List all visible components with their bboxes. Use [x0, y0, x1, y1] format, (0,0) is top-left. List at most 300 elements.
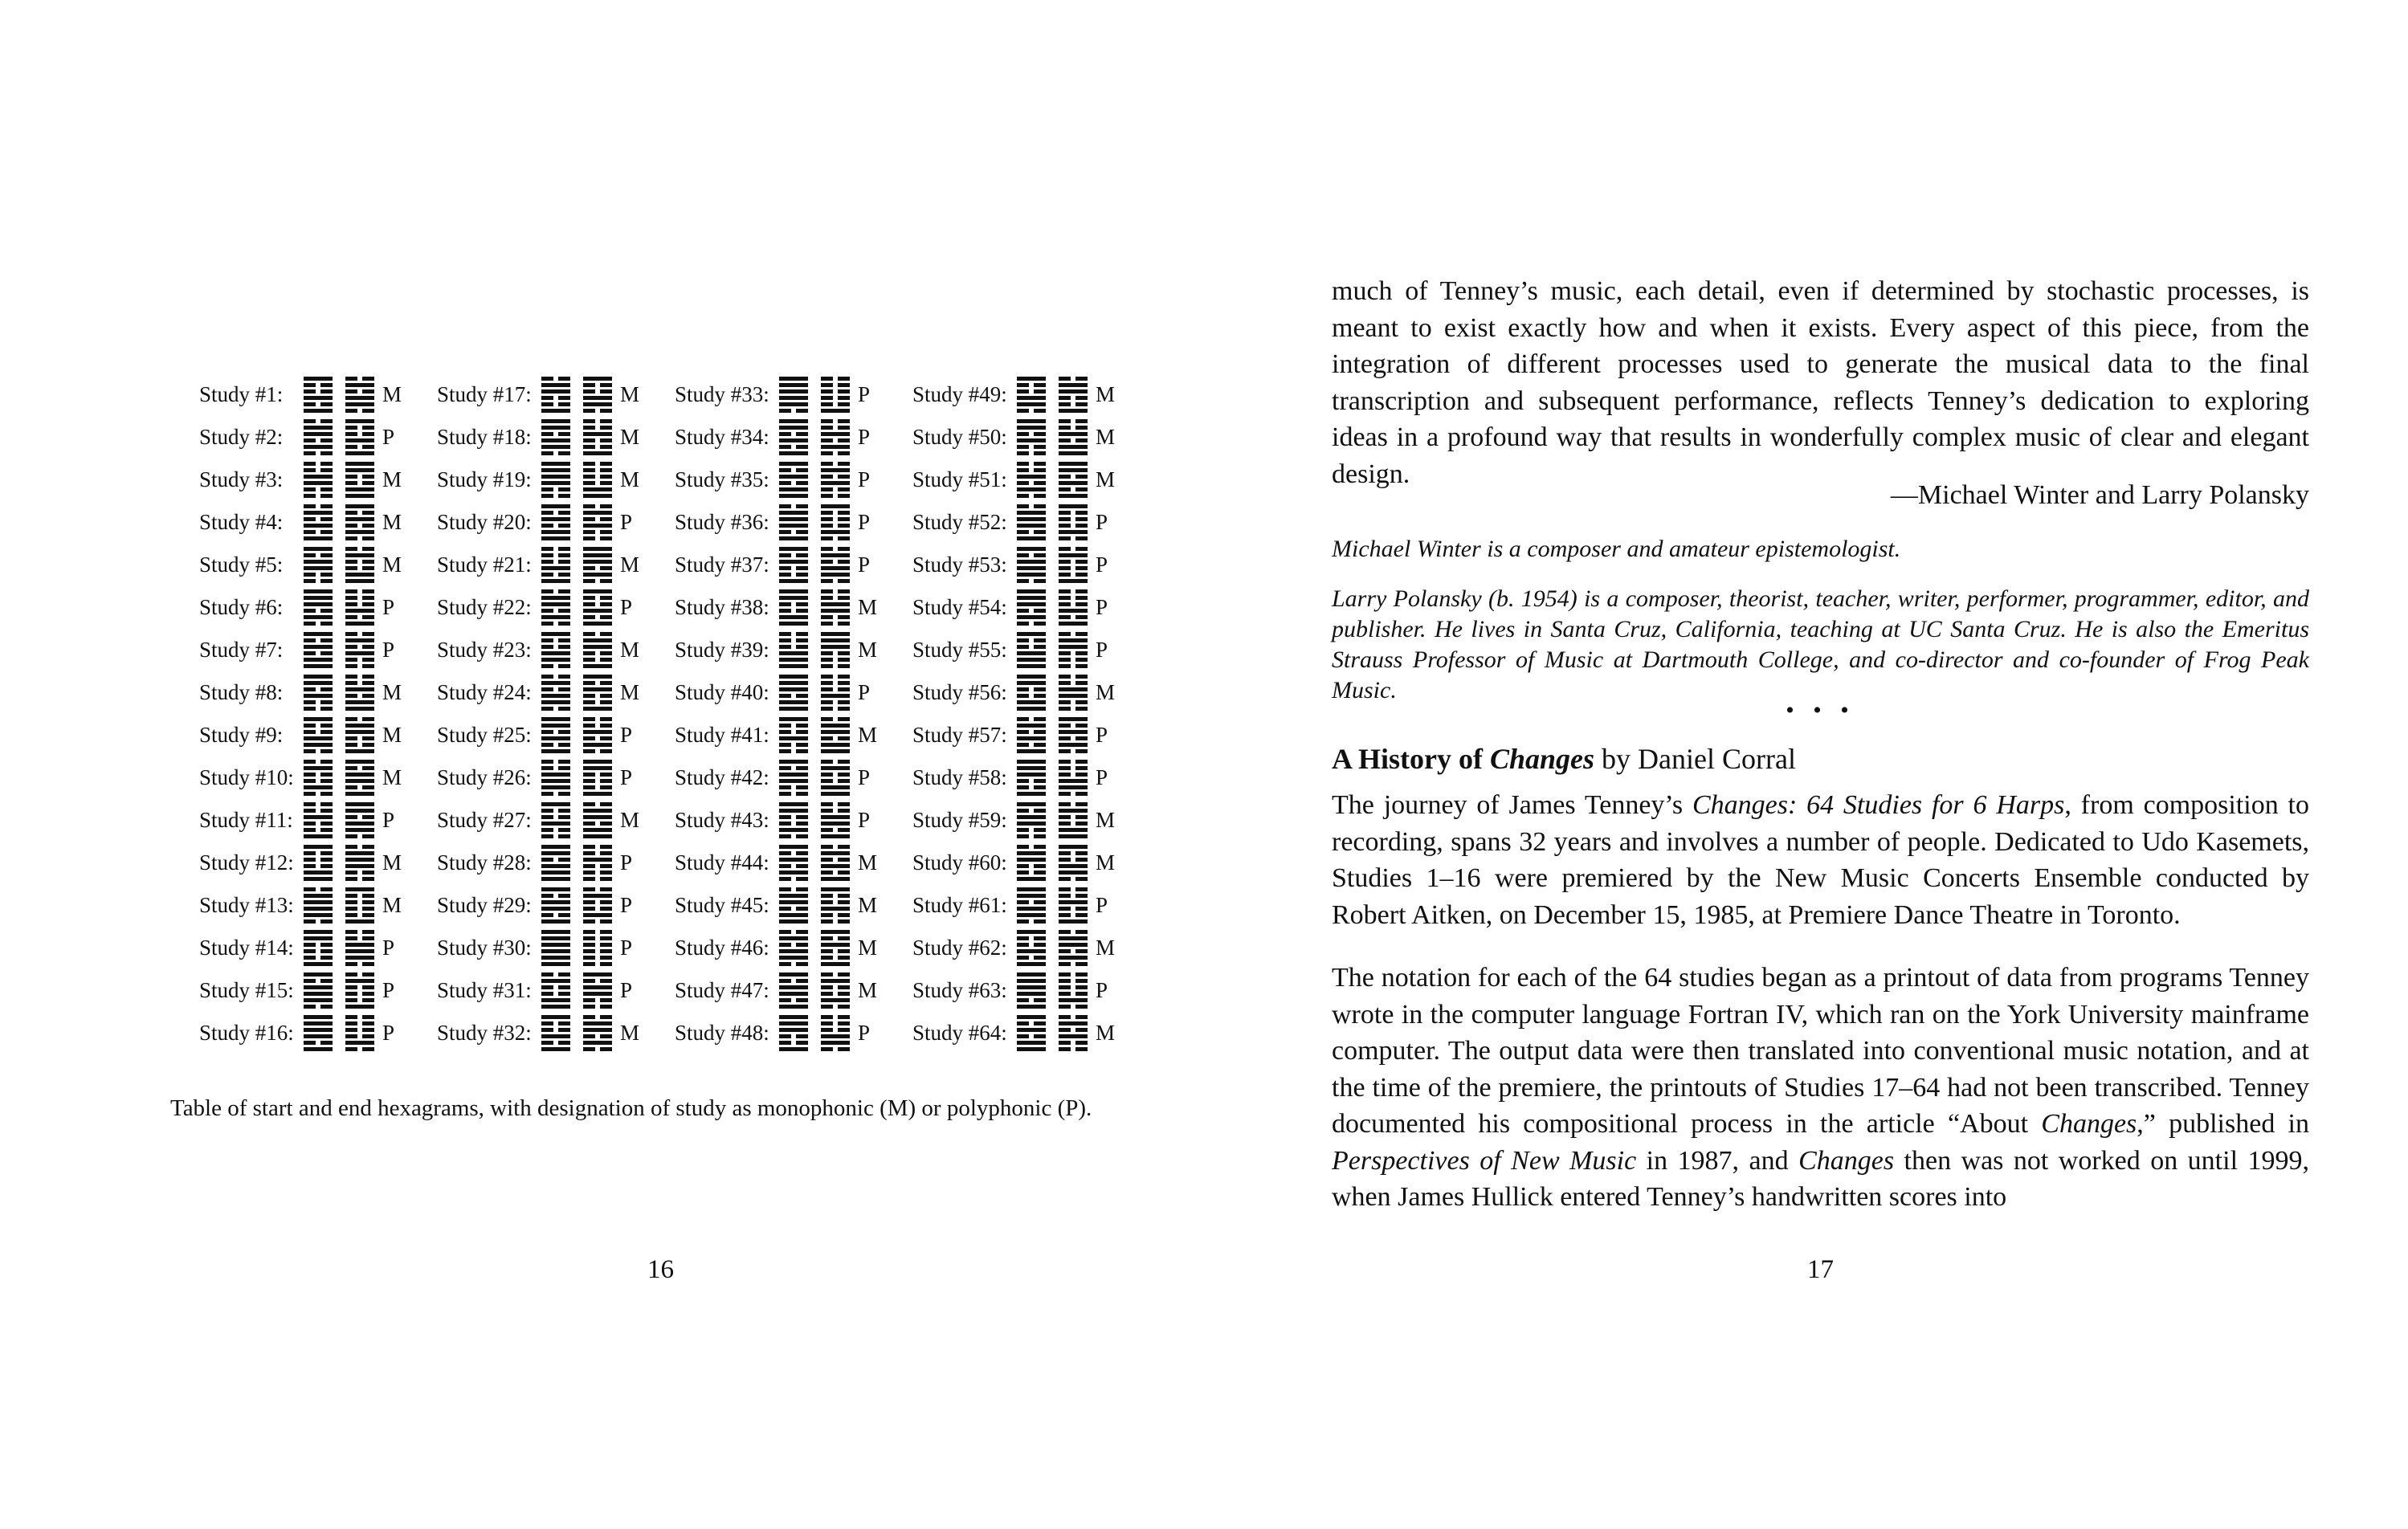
hexagram-line-solid — [541, 475, 570, 479]
end-hexagram-icon — [583, 462, 612, 499]
hexagram-line-solid — [304, 475, 333, 479]
study-label: Study #30: — [437, 936, 532, 960]
hexagram-line-broken — [320, 419, 333, 423]
start-hexagram-icon — [1017, 547, 1046, 584]
hexagram-line-solid — [1017, 907, 1046, 911]
hexagram-line-broken — [362, 409, 374, 413]
hexagram-line-broken — [1075, 949, 1088, 953]
hexagram-line-broken — [796, 766, 808, 770]
hexagram-line-broken — [541, 766, 553, 770]
hexagram-line-broken — [796, 530, 808, 534]
hexagram-line-broken — [320, 792, 333, 796]
hexagram-line-solid — [1059, 645, 1088, 649]
hexagram-line-broken — [320, 451, 333, 455]
hexagram-line-broken — [558, 815, 570, 819]
hexagram-line-broken — [1075, 560, 1088, 564]
start-hexagram — [541, 972, 570, 1009]
study-row — [675, 715, 916, 757]
hexagram-line-broken — [1075, 651, 1088, 655]
start-hexagram — [541, 1015, 570, 1052]
hexagram-line-broken — [779, 743, 791, 747]
hexagram-line-broken — [362, 877, 374, 881]
hexagram-line-solid — [1017, 602, 1046, 606]
hexagram-line-solid — [304, 1047, 333, 1051]
hexagram-line-solid — [821, 481, 850, 485]
hexagram-line-solid — [541, 536, 570, 540]
hexagram-line-solid — [779, 596, 808, 600]
hexagram-line-broken — [541, 992, 553, 996]
study-row — [675, 544, 916, 587]
hexagram-line-solid — [583, 743, 612, 747]
hexagram-line-broken — [345, 894, 357, 898]
hexagram-line-broken — [1059, 1005, 1071, 1009]
hexagram-line-broken — [796, 573, 808, 577]
hexagram-line-solid — [821, 998, 850, 1002]
study-row — [912, 970, 1153, 1013]
start-hexagram-icon — [304, 675, 333, 711]
study-label: Study #34: — [675, 425, 769, 449]
end-hexagram — [345, 972, 374, 1009]
hexagram-line-broken — [1017, 809, 1029, 813]
hexagram-line-broken — [541, 573, 553, 577]
hexagram-line-broken — [541, 760, 553, 764]
hexagram-line-broken — [821, 1047, 833, 1051]
hexagram-line-broken — [838, 475, 850, 479]
end-hexagram-icon — [821, 462, 850, 499]
hexagram-line-broken — [345, 615, 357, 619]
end-hexagram — [345, 1015, 374, 1052]
hexagram-line-broken — [1034, 779, 1046, 783]
hexagram-line-broken — [600, 919, 612, 924]
hexagram-line-broken — [541, 809, 553, 813]
end-hexagram — [821, 972, 850, 1009]
hexagram-line-broken — [796, 553, 808, 557]
hexagram-line-broken — [600, 930, 612, 934]
hexagram-line-broken — [1017, 845, 1029, 849]
hexagram-line-broken — [583, 681, 595, 685]
hexagram-line-solid — [583, 992, 612, 996]
study-label: Study #27: — [437, 808, 532, 832]
hexagram-line-broken — [821, 675, 833, 679]
hexagram-line-broken — [600, 900, 612, 904]
start-hexagram-icon — [779, 887, 808, 924]
start-hexagram — [779, 1015, 808, 1052]
hexagram-line-solid — [541, 651, 570, 655]
hexagram-line-broken — [345, 985, 357, 989]
hexagram-line-broken — [1075, 589, 1088, 593]
hexagram-line-broken — [1075, 675, 1088, 679]
end-hexagram — [345, 675, 374, 711]
hexagram-line-broken — [1075, 749, 1088, 753]
hexagram-line-broken — [821, 681, 833, 685]
hexagram-line-broken — [362, 936, 374, 940]
hexagram-line-solid — [304, 524, 333, 528]
hexagram-line-broken — [600, 409, 612, 413]
study-label: Study #13: — [199, 893, 294, 917]
hexagram-line-broken — [583, 481, 595, 485]
hexagram-line-broken — [1059, 700, 1071, 704]
hexagram-line-solid — [779, 1047, 808, 1051]
hexagram-line-broken — [838, 1047, 850, 1051]
hexagram-line-solid — [541, 615, 570, 619]
hexagram-line-broken — [600, 943, 612, 947]
end-hexagram — [345, 760, 374, 797]
hexagram-line-broken — [1059, 524, 1071, 528]
study-designation: P — [382, 1021, 395, 1045]
page-number-left: 16 — [647, 1255, 674, 1284]
hexagram-line-broken — [583, 877, 595, 881]
hexagram-line-broken — [838, 524, 850, 528]
hexagram-line-broken — [304, 389, 316, 393]
hexagram-line-broken — [1075, 596, 1088, 600]
hexagram-line-broken — [558, 638, 570, 642]
hexagram-line-solid — [583, 828, 612, 832]
hexagram-line-broken — [583, 919, 595, 924]
hexagram-line-broken — [1059, 615, 1071, 619]
hexagram-line-broken — [304, 749, 316, 753]
hexagram-line-solid — [779, 809, 808, 813]
end-hexagram-icon — [821, 802, 850, 839]
study-label: Study #15: — [199, 978, 294, 1002]
hexagram-line-solid — [345, 687, 374, 691]
hexagram-line-solid — [541, 1005, 570, 1009]
start-hexagram-icon — [779, 1015, 808, 1052]
study-row — [199, 417, 440, 459]
study-row — [675, 459, 916, 502]
start-hexagram — [1017, 504, 1046, 541]
hexagram-line-broken — [362, 998, 374, 1002]
hexagram-line-broken — [1034, 785, 1046, 789]
hexagram-line-broken — [779, 851, 791, 855]
study-label: Study #45: — [675, 893, 769, 917]
hexagram-line-broken — [320, 462, 333, 466]
hexagram-line-solid — [1059, 1034, 1088, 1038]
hexagram-line-solid — [541, 481, 570, 485]
start-hexagram — [541, 589, 570, 626]
start-hexagram — [779, 675, 808, 711]
hexagram-line-solid — [779, 383, 808, 387]
hexagram-line-solid — [541, 383, 570, 387]
hexagram-line-broken — [1059, 707, 1071, 711]
hexagram-line-broken — [1034, 900, 1046, 904]
hexagram-line-solid — [1017, 962, 1046, 966]
hexagram-line-broken — [600, 736, 612, 740]
hexagram-line-broken — [838, 419, 850, 423]
hexagram-line-broken — [362, 536, 374, 540]
study-row — [912, 1013, 1153, 1055]
hexagram-line-broken — [304, 887, 316, 891]
start-hexagram-icon — [304, 589, 333, 626]
hexagram-line-solid — [345, 1041, 374, 1045]
hexagram-line-solid — [821, 766, 850, 770]
hexagram-line-solid — [304, 930, 333, 934]
hexagram-line-broken — [541, 511, 553, 515]
study-label: Study #58: — [912, 765, 1007, 789]
hexagram-line-solid — [821, 887, 850, 891]
hexagram-line-broken — [345, 632, 357, 636]
end-hexagram — [1059, 972, 1088, 1009]
hexagram-line-broken — [583, 596, 595, 600]
hexagram-line-broken — [1017, 1021, 1029, 1025]
hexagram-line-broken — [600, 949, 612, 953]
study-row — [912, 715, 1153, 757]
hexagram-line-broken — [345, 602, 357, 606]
end-hexagram — [583, 547, 612, 584]
study-label: Study #53: — [912, 552, 1007, 577]
hexagram-line-solid — [345, 700, 374, 704]
hexagram-line-broken — [345, 785, 357, 789]
end-hexagram — [821, 589, 850, 626]
hexagram-line-broken — [838, 426, 850, 430]
heading-title: Changes — [1489, 743, 1595, 775]
hexagram-line-broken — [583, 779, 595, 783]
hexagram-line-solid — [583, 622, 612, 626]
study-designation: P — [382, 978, 395, 1002]
hexagram-line-solid — [304, 877, 333, 881]
hexagram-line-broken — [345, 445, 357, 449]
end-hexagram-icon — [1059, 504, 1088, 541]
hexagram-line-broken — [362, 894, 374, 898]
study-row — [912, 459, 1153, 502]
hexagram-line-broken — [304, 383, 316, 387]
hexagram-line-broken — [821, 913, 833, 917]
hexagram-line-broken — [345, 547, 357, 551]
hexagram-line-broken — [821, 389, 833, 393]
hexagram-line-broken — [796, 785, 808, 789]
hexagram-line-broken — [1034, 530, 1046, 534]
hexagram-line-broken — [583, 724, 595, 728]
hexagram-line-broken — [1059, 517, 1071, 521]
hexagram-line-solid — [583, 766, 612, 770]
hexagram-line-broken — [558, 1028, 570, 1032]
start-hexagram — [779, 802, 808, 839]
study-designation: M — [620, 638, 640, 662]
hexagram-line-broken — [779, 815, 791, 819]
study-designation: P — [1096, 893, 1108, 917]
hexagram-line-solid — [821, 822, 850, 826]
hexagram-line-broken — [1017, 451, 1029, 455]
hexagram-line-broken — [320, 779, 333, 783]
hexagram-line-broken — [796, 609, 808, 613]
start-hexagram — [779, 547, 808, 584]
study-designation: P — [620, 723, 633, 747]
hexagram-line-solid — [541, 802, 570, 806]
start-hexagram-icon — [779, 972, 808, 1009]
study-label: Study #52: — [912, 510, 1007, 534]
hexagram-line-broken — [1017, 638, 1029, 642]
hexagram-line-broken — [304, 622, 316, 626]
hexagram-line-broken — [541, 972, 553, 977]
hexagram-line-broken — [558, 664, 570, 668]
hexagram-line-solid — [821, 609, 850, 613]
hexagram-line-broken — [304, 809, 316, 813]
end-hexagram — [821, 547, 850, 584]
hexagram-line-broken — [1034, 579, 1046, 583]
hexagram-line-broken — [583, 566, 595, 570]
hexagram-line-broken — [600, 877, 612, 881]
start-hexagram — [304, 972, 333, 1009]
hexagram-line-broken — [1034, 445, 1046, 449]
hexagram-line-broken — [362, 900, 374, 904]
hexagram-line-broken — [558, 487, 570, 491]
end-hexagram — [345, 504, 374, 541]
hexagram-line-broken — [821, 547, 833, 551]
hexagram-line-broken — [779, 864, 791, 868]
hexagram-line-broken — [1075, 426, 1088, 430]
study-label: Study #18: — [437, 425, 532, 449]
hexagram-line-broken — [1059, 377, 1071, 381]
hexagram-line-broken — [821, 511, 833, 515]
hexagram-line-broken — [362, 766, 374, 770]
hexagram-line-broken — [320, 864, 333, 868]
hexagram-line-solid — [779, 487, 808, 491]
hexagram-line-broken — [1075, 664, 1088, 668]
end-hexagram-icon — [821, 717, 850, 754]
hexagram-line-broken — [779, 638, 791, 642]
hexagram-line-broken — [821, 802, 833, 806]
hexagram-line-solid — [345, 956, 374, 960]
end-hexagram — [1059, 462, 1088, 499]
hexagram-line-solid — [821, 553, 850, 557]
hexagram-line-solid — [304, 615, 333, 619]
end-hexagram — [1059, 802, 1088, 839]
hexagram-line-solid — [1059, 717, 1088, 721]
hexagram-line-broken — [345, 972, 357, 977]
hexagram-line-solid — [1059, 956, 1088, 960]
study-designation: M — [620, 467, 640, 491]
hexagram-line-broken — [600, 724, 612, 728]
hexagram-line-broken — [541, 1028, 553, 1032]
hexagram-line-solid — [1017, 573, 1046, 577]
study-designation: P — [382, 595, 395, 619]
hexagram-line-solid — [1017, 511, 1046, 515]
study-designation: M — [382, 510, 402, 534]
hexagram-line-broken — [345, 992, 357, 996]
end-hexagram — [1059, 589, 1088, 626]
study-row — [675, 970, 916, 1013]
hexagram-line-broken — [1075, 700, 1088, 704]
hexagram-line-solid — [1017, 517, 1046, 521]
hexagram-line-broken — [345, 536, 357, 540]
hexagram-line-broken — [345, 900, 357, 904]
hexagram-line-broken — [821, 536, 833, 540]
hexagram-line-broken — [304, 943, 316, 947]
study-row — [199, 970, 440, 1013]
hexagram-line-solid — [1017, 979, 1046, 983]
hexagram-line-broken — [304, 919, 316, 924]
hexagram-line-solid — [583, 560, 612, 564]
hexagram-line-broken — [779, 822, 791, 826]
start-hexagram — [304, 675, 333, 711]
hexagram-line-solid — [821, 632, 850, 636]
hexagram-line-broken — [362, 992, 374, 996]
start-hexagram-icon — [541, 972, 570, 1009]
hexagram-line-solid — [1017, 664, 1046, 668]
hexagram-line-solid — [1017, 851, 1046, 855]
hexagram-line-broken — [821, 451, 833, 455]
hexagram-line-broken — [558, 553, 570, 557]
hexagram-line-broken — [779, 834, 791, 838]
hexagram-line-broken — [1059, 792, 1071, 796]
hexagram-line-broken — [541, 451, 553, 455]
hexagram-line-solid — [304, 426, 333, 430]
hexagram-line-solid — [779, 664, 808, 668]
hexagram-line-broken — [838, 985, 850, 989]
hexagram-line-broken — [779, 749, 791, 753]
hexagram-line-broken — [600, 700, 612, 704]
hexagram-line-solid — [345, 553, 374, 557]
hexagram-line-solid — [821, 785, 850, 789]
hexagram-line-broken — [1034, 389, 1046, 393]
hexagram-line-broken — [345, 658, 357, 662]
end-hexagram — [821, 462, 850, 499]
hexagram-line-broken — [1059, 1041, 1071, 1045]
hexagram-line-broken — [362, 717, 374, 721]
hexagram-line-broken — [1075, 566, 1088, 570]
hexagram-line-broken — [304, 638, 316, 642]
end-hexagram-icon — [821, 589, 850, 626]
hexagram-line-solid — [821, 409, 850, 413]
hexagram-line-broken — [1017, 409, 1029, 413]
hexagram-line-broken — [600, 1015, 612, 1019]
hexagram-line-broken — [779, 432, 791, 436]
study-label: Study #50: — [912, 425, 1007, 449]
hexagram-line-broken — [821, 396, 833, 400]
hexagram-line-solid — [779, 779, 808, 783]
start-hexagram — [1017, 462, 1046, 499]
hexagram-line-broken — [600, 462, 612, 466]
hexagram-line-broken — [600, 566, 612, 570]
hexagram-line-broken — [541, 396, 553, 400]
hexagram-line-broken — [583, 962, 595, 966]
start-hexagram — [541, 717, 570, 754]
hexagram-line-broken — [779, 998, 791, 1002]
hexagram-line-solid — [1017, 894, 1046, 898]
end-hexagram — [345, 589, 374, 626]
end-hexagram-icon — [345, 419, 374, 456]
study-label: Study #17: — [437, 382, 532, 406]
hexagram-line-solid — [583, 547, 612, 551]
study-label: Study #57: — [912, 723, 1007, 747]
hexagram-line-solid — [541, 864, 570, 868]
hexagram-line-solid — [1017, 536, 1046, 540]
heading-prefix: A History of — [1332, 743, 1490, 775]
hexagram-line-broken — [838, 1021, 850, 1025]
hexagram-line-broken — [779, 409, 791, 413]
hexagram-line-broken — [1034, 451, 1046, 455]
hexagram-line-broken — [779, 730, 791, 734]
hexagram-line-broken — [600, 596, 612, 600]
hexagram-line-solid — [1059, 694, 1088, 698]
hexagram-line-broken — [345, 871, 357, 875]
study-designation: M — [858, 850, 878, 875]
end-hexagram-icon — [821, 760, 850, 797]
hexagram-line-solid — [583, 402, 612, 406]
hexagram-line-broken — [1059, 962, 1071, 966]
hexagram-line-solid — [779, 760, 808, 764]
hexagram-line-broken — [320, 651, 333, 655]
hexagram-line-solid — [304, 717, 333, 721]
hexagram-line-broken — [345, 962, 357, 966]
hexagram-line-broken — [779, 573, 791, 577]
hexagram-line-broken — [600, 517, 612, 521]
hexagram-line-broken — [304, 792, 316, 796]
study-designation: P — [858, 510, 871, 534]
study-label: Study #20: — [437, 510, 532, 534]
hexagram-line-broken — [1017, 743, 1029, 747]
hexagram-line-broken — [796, 481, 808, 485]
hexagram-line-solid — [1017, 560, 1046, 564]
